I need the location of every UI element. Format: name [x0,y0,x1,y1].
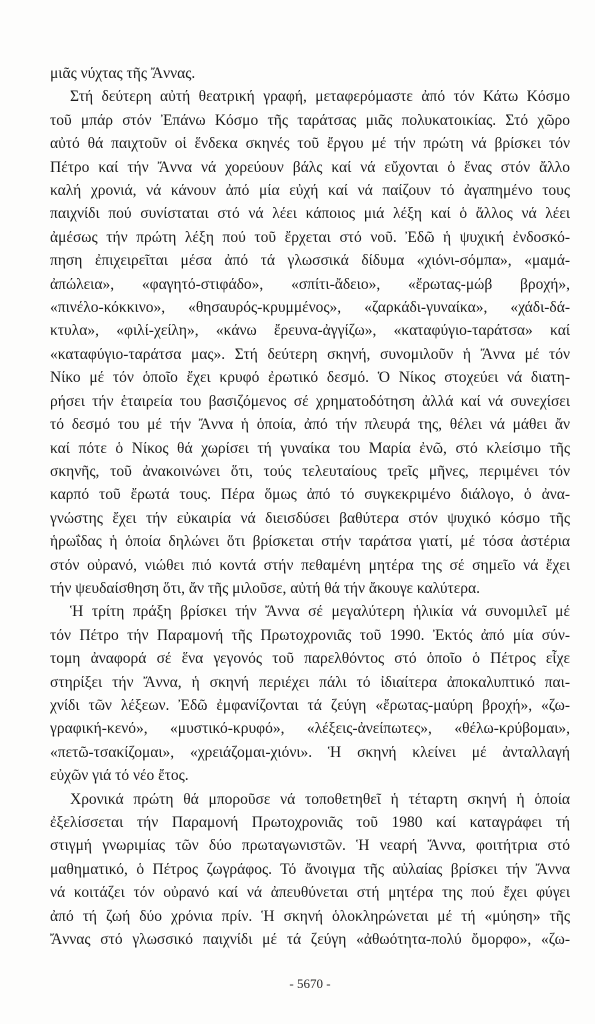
text-line: «πετῶ-τσακίζομαι», «χρειάζομαι-χιόνι». Ἡ σκηνή κλείνει μέ ἀνταλλαγή [50,743,570,761]
text-line: στιγμή γνωριμίας τῶν δύο πρωταγωνιστῶν. Ἡ νεαρή Ἄννα, φοιτήτρια στό [50,837,570,855]
text-line: γνώστης ἔχει τήν εὐκαιρία νά διεισδύσει βαθύτερα στόν ψυχικό κόσμο τῆς [50,509,570,527]
text-line: κτυλα», «φιλί-χείλη», «κάνω ἔρευνα-ἀγγίζω», «καταφύγιο-ταράτσα» καί [50,322,570,340]
text-line: τήν ψευδαίσθηση ὅτι, ἄν τῆς μιλοῦσε, αὐτή θά τήν ἄκουγε καλύτερα. [50,579,481,597]
text-line: στόν οὐρανό, νιώθει πιό κοντά στήν πεθαμένη μητέρα της σέ σημεῖο νά ἔχει [50,556,570,574]
text-line: αὐτό θά παιχτοῦν οἱ ἕνδεκα σκηνές τοῦ ἔργου μέ τήν πρώτη νά βρίσκει τόν [50,135,570,153]
text-line: Χρονικά πρώτη θά μποροῦσε νά τοποθετηθεῖ ἡ τέταρτη σκηνή ἡ ὁποία [70,790,570,808]
text-line: στηρίξει τήν Ἄννα, ἡ σκηνή περιέχει πάλι τό ἰδιαίτερα ἀποκαλυπτικό παι- [50,673,570,691]
paragraph [50,788,570,952]
paragraph-continued [50,62,570,85]
text-line: τόν Πέτρο τήν Παραμονή τῆς Πρωτοχρονιᾶς τοῦ 1990. Ἐκτός ἀπό μία σύν- [50,626,570,644]
text-line: Ἡ τρίτη πράξη βρίσκει τήν Ἄννα σέ μεγαλύτερη ἡλικία νά συνομιλεῖ μέ [70,603,570,621]
text-line: ἡρωΐδας ἡ ὁποία δηλώνει ὅτι βρίσκεται στήν ταράτσα γιατί, μέ τόσα ἀστέρια [50,533,570,551]
text-line: ἀμέσως τήν πρώτη λέξη πού τοῦ ἔρχεται στό νοῦ. Ἐδῶ ἡ ψυχική ἐνδοσκό- [50,228,570,246]
text-line: καλή χρονιά, νά κάνουν ἀπό μία εὐχή καί νά παίζουν τό ἀγαπημένο τους [50,182,570,200]
text-line: καί πότε ὁ Νίκος θά χωρίσει τή γυναίκα του Μαρία ἐνῶ, στό κλείσιμο τῆς [50,439,570,457]
text-line: μιᾶς νύχτας τῆς Ἄννας. [50,65,196,82]
text-line: ἀπό τή ζωή δύο χρόνια πρίν. Ἡ σκηνή ὁλοκληρώνεται μέ τή «μύηση» τῆς [50,907,570,925]
text-line: ἐξελίσσεται τήν Παραμονή Πρωτοχρονιᾶς τοῦ 1980 καί καταγράφει τή [50,814,570,831]
text-line: Πέτρο καί τήν Ἄννα νά χορεύουν βάλς καί νά εὔχονται ὁ ἕνας στόν ἄλλο [50,158,570,176]
text-line: Νίκο μέ τόν ὁποῖο ἔχει κρυφό ἐρωτικό δεσμό. Ὁ Νίκος στοχεύει νά διατη- [50,369,570,387]
text-line: Ἄννας στό γλωσσικό παιχνίδι μέ τά ζεύγη «ἀθωότητα-πολύ ὄμορφο», «ζω- [50,931,570,949]
paragraph [50,600,570,787]
text-line: μαθηματικό, ὁ Πέτρος ζωγράφος. Τό ἄνοιγμα τῆς αὐλαίας βρίσκει τήν Ἄννα [50,860,570,878]
text-line: σκηνῆς, τοῦ ἀνακοινώνει ὅτι, τούς τελευταίους τρεῖς μῆνες, περιμένει τόν [50,462,570,480]
text-line: «καταφύγιο-ταράτσα μας». Στή δεύτερη σκηνή, συνομιλοῦν ἡ Ἄννα μέ τόν [50,345,570,363]
text-line: παιχνίδι πού συνίσταται στό νά λέει κάποιος μιά λέξη καί ὁ ἄλλος νά λέει [50,205,570,223]
text-line: τό δεσμό του μέ τήν Ἄννα ἡ ὁποία, ἀπό τήν πλευρά της, θέλει νά μάθει ἄν [50,416,570,434]
text-line: ρήσει τήν ἑταιρεία του βασιζόμενος σέ χρηματοδότηση ἀλλά καί νά συνεχίσει [50,392,570,410]
text-line: πηση ἐπιχειρεῖται μέσα ἀπό τά γλωσσικά δίδυμα «χιόνι-σόμπα», «μαμά- [50,252,570,270]
text-line: Στή δεύτερη αὐτή θεατρική γραφή, μεταφερόμαστε ἀπό τόν Κάτω Κόσμο [70,88,570,106]
text-line: εὐχῶν γιά τό νέο ἔτος. [50,767,189,785]
text-line: νά κοιτάζει τόν οὐρανό καί νά ἀπευθύνεται στή μητέρα της πού ἔχει φύγει [50,884,570,902]
text-line: γραφική-κενό», «μυστικό-κρυφό», «λέξεις-ἀνείπωτες», «θέλω-κρύβομαι», [50,720,570,738]
text-line: χνίδι τῶν λέξεων. Ἐδῶ ἐμφανίζονται τά ζεύγη «ἔρωτας-μαύρη βροχή», «ζω- [50,696,570,714]
page-number: - 5670 - [289,976,331,991]
text-line: τοῦ μπάρ στόν Ἐπάνω Κόσμο τῆς ταράτσας μιᾶς πολυκατοικίας. Στό χῶρο [50,111,570,129]
text-line: ἀπώλεια», «φαγητό-στιφάδο», «σπίτι-ἄδειο», «ἔρωτας-μώβ βροχή», [50,275,570,293]
text-line: «πινέλο-κόκκινο», «θησαυρός-κρυμμένος», «ζαρκάδι-γυναίκα», «χάδι-δά- [50,299,570,317]
body-text [50,62,570,951]
paragraph [50,85,570,600]
text-line: τομη ἀναφορά σέ ἕνα γεγονός τοῦ παρελθόντος στό ὁποῖο ὁ Πέτρος εἶχε [50,650,570,668]
text-line: καρπό τοῦ ἔρωτά τους. Πέρα ὅμως ἀπό τό συγκεκριμένο διάλογο, ὁ ἀνα- [50,486,570,504]
